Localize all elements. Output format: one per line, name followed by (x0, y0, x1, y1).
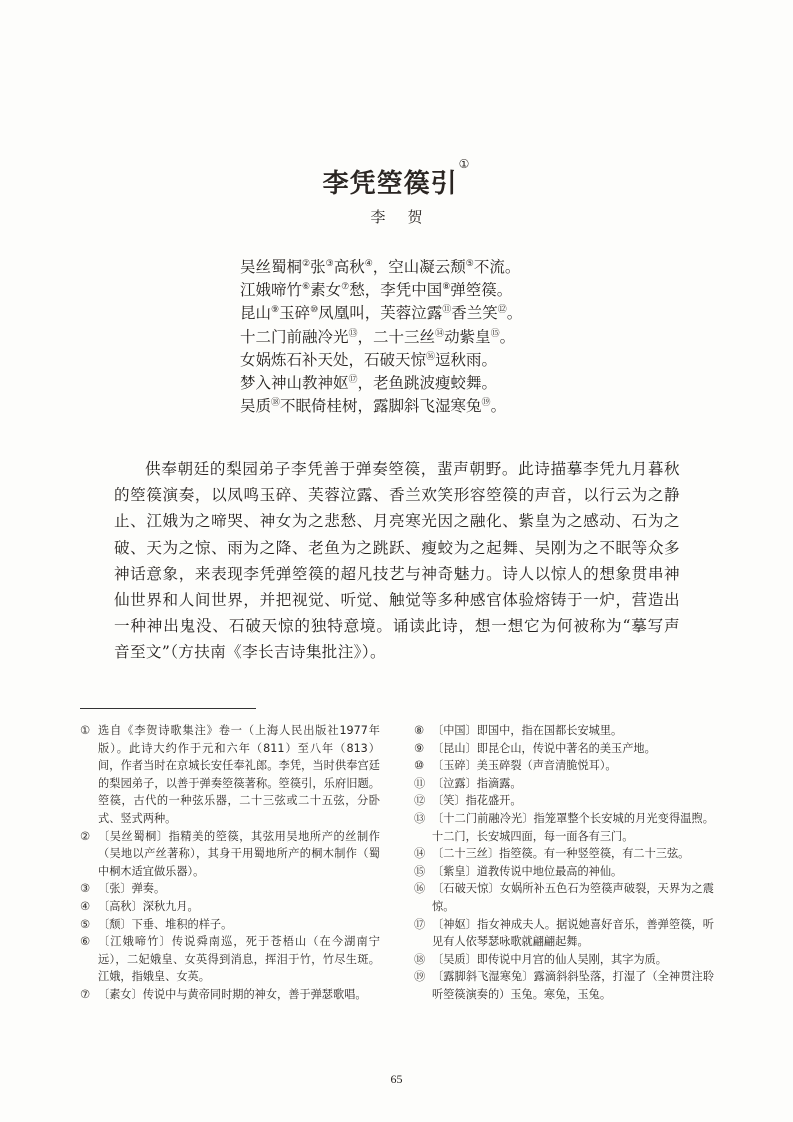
footnote-text: 〔素女〕传说中与黄帝同时期的神女，善于弹瑟歌唱。 (98, 987, 367, 1001)
footnote-ref: ③ (325, 259, 334, 269)
footnote-ref: ④ (364, 259, 373, 269)
footnote-ref: ⑮ (490, 328, 500, 339)
footnote-ref: ⑫ (497, 305, 507, 316)
poem-body (240, 256, 600, 418)
poem-text: 香兰笑 (451, 304, 498, 323)
footnote-number: ⑩ (414, 759, 425, 773)
footnote-text: 〔二十三丝〕指箜篌。有一种竖箜篌，有二十三弦。 (432, 847, 690, 861)
footnote-text: 〔吴质〕即传说中月宫的仙人吴刚，其字为质。 (432, 952, 667, 966)
footnote-item (414, 916, 714, 951)
poem-line (240, 326, 600, 349)
footnote-item (414, 722, 714, 740)
footnote-text: 〔泣露〕指滴露。 (432, 776, 522, 790)
footnote-ref: ⑭ (435, 328, 445, 339)
poem-text: 张 (310, 258, 326, 276)
footnote-item (414, 810, 714, 845)
footnote-text: 〔高秋〕深秋九月。 (98, 899, 199, 913)
poem-text: 愁，李凭中国 (349, 281, 443, 300)
footnote-ref: ⑥ (302, 282, 311, 293)
footnotes-right-column (414, 722, 714, 1004)
footnote-item (414, 775, 714, 793)
footnote-number: ⑫ (414, 794, 426, 808)
footnote-item (414, 757, 714, 775)
footnote-ref: ⑪ (442, 305, 452, 316)
footnote-text: 选自《李贺诗歌集注》卷一（上海人民出版社1977年版）。此诗大约作于元和六年（811）至八年（813）间，作者当时在京城长安任奉礼郎。李凭，当时供奉宫廷的梨园弟子，以善于弹奏箜篌著称。箜篌引，乐府旧题。箜篌，古代的一种弦乐器，二十三弦或二十五弦，分卧式、竖式两种。 (98, 724, 380, 825)
footnote-text: 〔昆山〕即昆仑山，传说中著名的美玉产地。 (432, 741, 656, 755)
footnote-number: ⑱ (414, 952, 426, 966)
footnote-ref: ⑩ (310, 305, 319, 316)
footnote-number: ② (80, 829, 91, 843)
footnote-item (80, 880, 380, 898)
poem-author: 李贺 (370, 208, 445, 226)
poem-text: 女娲炼石补天处，石破天惊 (240, 350, 427, 369)
poem-text: 。 (499, 327, 516, 346)
poem-line (240, 372, 600, 395)
footnote-text: 〔江娥啼竹〕传说舜南巡，死于苍梧山（在今湖南宁远），二妃娥皇、女英得到消息，挥泪于竹，竹尽生斑。江娥，指娥皇、女英。 (98, 935, 380, 984)
footnote-item (414, 845, 714, 863)
footnote-text: 〔紫皇〕道教传说中地位最高的神仙。 (432, 864, 623, 878)
poem-text: 十二门前融冷光 (240, 327, 349, 346)
footnote-ref: ⑨ (271, 305, 280, 316)
footnote-text: 〔中国〕即国中，指在国都长安城里。 (432, 724, 623, 737)
poem-text: 吴丝蜀桐 (240, 258, 303, 276)
footnote-item (80, 898, 380, 916)
poem-title: 李凭箜篌引① (322, 157, 471, 200)
footnote-ref: ② (302, 259, 311, 269)
poem-text: 弹箜篌。 (450, 281, 513, 300)
footnote-number: ⑰ (414, 917, 426, 931)
footnote-ref: ⑧ (442, 282, 451, 293)
poem-text: 江娥啼竹 (240, 281, 303, 300)
poem-text: 素女 (310, 281, 342, 300)
footnote-number: ⑨ (414, 741, 425, 755)
poem-text: 高秋 (333, 258, 365, 276)
footnote-item (80, 916, 380, 934)
footnote-number: ⑦ (80, 987, 91, 1001)
footnote-text: 〔玉碎〕美玉碎裂（声音清脆悦耳）。 (432, 759, 617, 773)
page-number: 65 (390, 1072, 403, 1086)
footnote-ref: ⑦ (341, 282, 350, 293)
poem-line (240, 256, 600, 279)
footnote-number: ⑬ (414, 811, 426, 825)
poem-line (240, 395, 600, 418)
footnote-item (80, 933, 380, 986)
poem-text: ，老鱼跳波瘦蛟舞。 (357, 374, 498, 393)
poem-text: 动紫皇 (444, 327, 491, 346)
poem-text: 昆山 (240, 304, 272, 323)
footnote-number: ① (80, 724, 91, 737)
poem-text: 。 (506, 304, 523, 323)
footnote-item (414, 792, 714, 810)
poem-text: 。 (490, 397, 507, 416)
poem-line (240, 349, 600, 372)
intro-paragraph: 供奉朝廷的梨园弟子李凭善于弹奏箜篌，蜚声朝野。此诗描摹李凭九月暮秋的箜篌演奏，以凤鸣玉碎、芙蓉泣露、香兰欢笑形容箜篌的声音，以行云为之静止、江娥为之啼哭、神女为之悲愁、月亮寒光因之融化、紫皇为之感动、石为之破、天为之惊、雨为之降、老鱼为之跳跃、瘦蛟为之起舞、吴刚为之不眠等众多神话意象，来表现李凭弹箜篌的超凡技艺与神奇魅力。诗人以惊人的想象贯串神仙世界和人间世界，并把视觉、听觉、触觉等多种感官体验熔铸于一炉，营造出一种神出鬼没、石破天惊的独特意境。诵读此诗，想一想它为何被称为“摹写声音至文”（方扶南《李长吉诗集批注》）。 (114, 460, 680, 662)
footnote-text: 〔颓〕下垂、堆积的样子。 (98, 917, 233, 931)
footnote-text: 〔神妪〕指女神成夫人。据说她喜好音乐，善弹箜篌，听见有人依琴瑟咏歌就翩翩起舞。 (432, 917, 714, 949)
footnote-number: ④ (80, 899, 91, 913)
footnote-text: 〔吴丝蜀桐〕指精美的箜篌，其弦用吴地所产的丝制作（吴地以产丝著称），其身干用蜀地所产的桐木制作（蜀中桐木适宜做乐器）。 (98, 829, 380, 878)
poem-text: 梦入神山教神妪 (240, 374, 349, 393)
poem-text: 凤凰叫，芙蓉泣露 (318, 304, 443, 323)
footnote-number: ⑭ (414, 847, 426, 861)
footnote-item (414, 863, 714, 881)
footnote-number: ⑯ (414, 882, 426, 896)
poem-line (240, 279, 600, 302)
footnote-text: 〔笑〕指花盛开。 (432, 794, 522, 808)
footnote-ref: ⑬ (348, 328, 358, 339)
poem-text: ，二十三丝 (357, 327, 436, 346)
footnote-item (414, 951, 714, 969)
footnote-number: ⑧ (414, 724, 425, 737)
footnote-ref: ⑲ (481, 398, 491, 409)
footnote-ref: ⑯ (426, 351, 436, 362)
poem-text: 不眠倚桂树，露脚斜飞湿寒兔 (280, 397, 482, 416)
poem-text: 玉碎 (279, 304, 311, 323)
footnote-number: ⑮ (414, 864, 426, 878)
footnote-ref: ⑤ (465, 259, 474, 269)
footnote-ref: ⑱ (271, 398, 281, 409)
footnote-item (414, 968, 714, 1003)
footnote-text: 〔露脚斜飞湿寒兔〕露滴斜斜坠落，打湿了（全神贯注聆听箜篌演奏的）玉兔。寒兔，玉兔。 (432, 970, 714, 1001)
footnote-number: ⑤ (80, 917, 91, 931)
footnote-number: ⑲ (414, 970, 426, 984)
footnote-text: 〔十二门前融冷光〕指笼罩整个长安城的月光变得温煦。十二门，长安城四面，每一面各有三门。 (432, 811, 714, 843)
poem-text: ，空山凝云颓 (372, 258, 466, 276)
footnote-divider (80, 708, 256, 709)
footnotes-left-column (80, 722, 380, 1004)
footnote-item (80, 986, 380, 1004)
footnote-number: ③ (80, 882, 91, 896)
footnote-item (80, 722, 380, 828)
title-footnote-ref: ① (458, 157, 471, 172)
footnote-ref: ⑰ (348, 375, 358, 386)
footnote-item (414, 880, 714, 915)
footnote-item (80, 828, 380, 881)
poem-text: 不流。 (473, 258, 521, 276)
footnote-number: ⑪ (414, 776, 426, 790)
poem-text: 逗秋雨。 (435, 350, 498, 369)
poem-line (240, 302, 600, 325)
footnote-text: 〔张〕弹奏。 (98, 882, 166, 896)
footnote-text: 〔石破天惊〕女娲所补五色石为箜篌声破裂，天界为之震惊。 (432, 882, 714, 913)
footnote-number: ⑥ (80, 935, 91, 949)
footnote-item (414, 740, 714, 758)
poem-text: 吴质 (240, 397, 272, 416)
